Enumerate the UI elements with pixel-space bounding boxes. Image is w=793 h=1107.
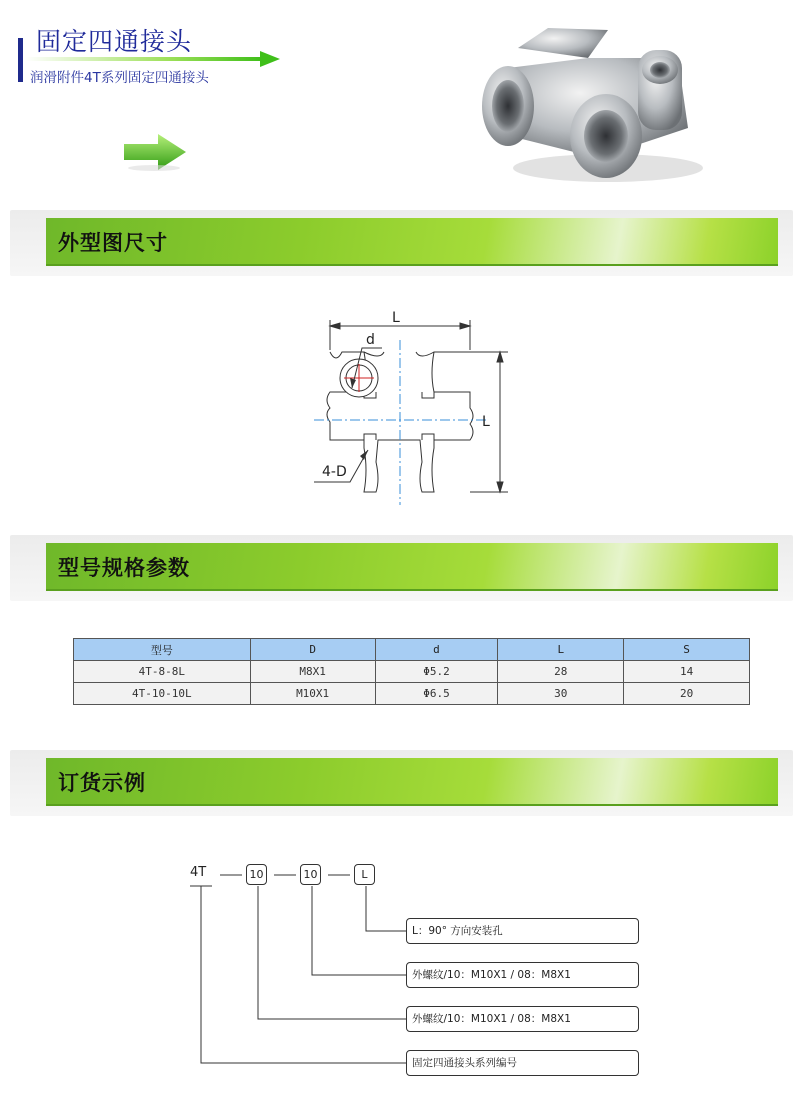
column-header: S xyxy=(624,639,750,661)
order-code-series: 4T xyxy=(190,865,207,880)
table-cell: 28 xyxy=(498,661,624,683)
section-title-dimensions: 外型图尺寸 xyxy=(58,231,168,255)
table-cell: 20 xyxy=(624,683,750,705)
dim-label-4D: 4-D xyxy=(322,464,347,480)
page-title: 固定四通接头 xyxy=(36,27,193,56)
order-desc-thread-1: 外螺纹/10：M10X1 / 08：M8X1 xyxy=(406,1006,639,1032)
table-cell: Φ6.5 xyxy=(375,683,498,705)
table-cell: 4T-10-10L xyxy=(74,683,251,705)
order-code-box-2: 10 xyxy=(300,864,321,885)
order-desc-series: 固定四通接头系列编号 xyxy=(406,1050,639,1076)
order-desc-mount: L：90° 方向安装孔 xyxy=(406,918,639,944)
section-title-specs: 型号规格参数 xyxy=(58,556,190,580)
order-code-box-3: L xyxy=(354,864,375,885)
column-header: 型号 xyxy=(74,639,251,661)
table-cell: 4T-8-8L xyxy=(74,661,251,683)
column-header: D xyxy=(250,639,375,661)
order-code-box-1: 10 xyxy=(246,864,267,885)
column-header: d xyxy=(375,639,498,661)
table-cell: M8X1 xyxy=(250,661,375,683)
table-cell: M10X1 xyxy=(250,683,375,705)
table-cell: 14 xyxy=(624,661,750,683)
dim-label-d: d xyxy=(366,332,375,348)
dim-label-L-top: L xyxy=(392,310,400,326)
table-cell: Φ5.2 xyxy=(375,661,498,683)
order-desc-thread-2: 外螺纹/10：M10X1 / 08：M8X1 xyxy=(406,962,639,988)
table-cell: 30 xyxy=(498,683,624,705)
section-title-order: 订货示例 xyxy=(58,771,146,795)
page-subtitle: 润滑附件4T系列固定四通接头 xyxy=(30,70,209,86)
dim-label-L-side: L xyxy=(482,414,490,430)
column-header: L xyxy=(498,639,624,661)
